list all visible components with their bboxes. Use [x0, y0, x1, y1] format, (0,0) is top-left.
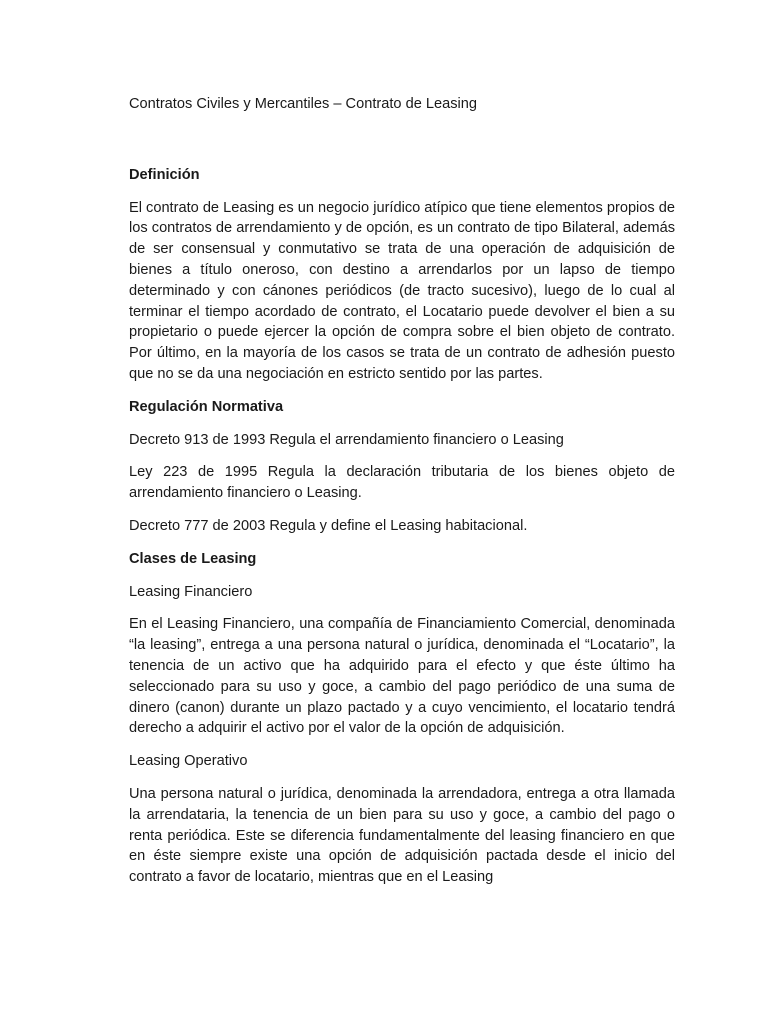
- document-title: Contratos Civiles y Mercantiles – Contrato de Leasing: [129, 96, 477, 112]
- subheading-leasing-financiero: Leasing Financiero: [129, 583, 253, 600]
- paragraph-decreto-913: Decreto 913 de 1993 Regula el arrendamiento financiero o Leasing: [129, 431, 564, 448]
- section-heading-clases: Clases de Leasing: [129, 550, 257, 567]
- section-heading-regulacion: Regulación Normativa: [129, 398, 284, 415]
- paragraph-ley-223: Ley 223 de 1995 Regula la declaración tributaria de los bienes objeto de arrendamiento financiero o Leasing.: [129, 464, 675, 502]
- paragraph-definicion: El contrato de Leasing es un negocio jurídico atípico que tiene elementos propios de los contratos de arrendamiento y de opción, es un contrato de tipo Bilateral, además de ser consensual y conmutativo se trata de una operación de adquisición de bienes a título oneroso, con destino a arrendarlos por un lapso de tiempo determinado y con cánones periódicos (de tracto sucesivo), luego de lo cual al terminar el tiempo acordado de contrato, el Locatario puede devolver el bien a su propietario o puede ejercer la opción de compra sobre el bien objeto de contrato. Por último, en la mayoría de los casos se trata de un contrato de adhesión puesto que no se da una negociación en estricto sentido por las partes.: [129, 199, 676, 382]
- subheading-leasing-operativo: Leasing Operativo: [129, 753, 248, 770]
- paragraph-leasing-operativo: Una persona natural o jurídica, denominada la arrendadora, entrega a otra llamada la arrendataria, la tenencia de un bien para su uso y goce, a cambio del pago o renta periódica. Este se diferencia fundamentalmente del leasing financiero en que en éste siempre existe una opción de adquisición pactada desde el inicio del contrato a favor de locatario, mientras que en el Leasing: [129, 785, 675, 886]
- paragraph-decreto-777: Decreto 777 de 2003 Regula y define el Leasing habitacional.: [129, 517, 528, 534]
- document-page: [129, 94, 675, 900]
- section-heading-definicion: Definición: [129, 166, 200, 183]
- paragraph-leasing-financiero: En el Leasing Financiero, una compañía de Financiamiento Comercial, denominada “la leasing”, entrega a una persona natural o jurídica, denominada el “Locatario”, la tenencia de un activo que ha adquirido para el efecto y que éste último ha seleccionado para su uso y goce, a cambio del pago periódico de una suma de dinero (canon) durante un plazo pactado y a cuyo vencimiento, el locatario tendrá derecho a adquirir el activo por el valor de la opción de adquisición.: [129, 616, 675, 737]
